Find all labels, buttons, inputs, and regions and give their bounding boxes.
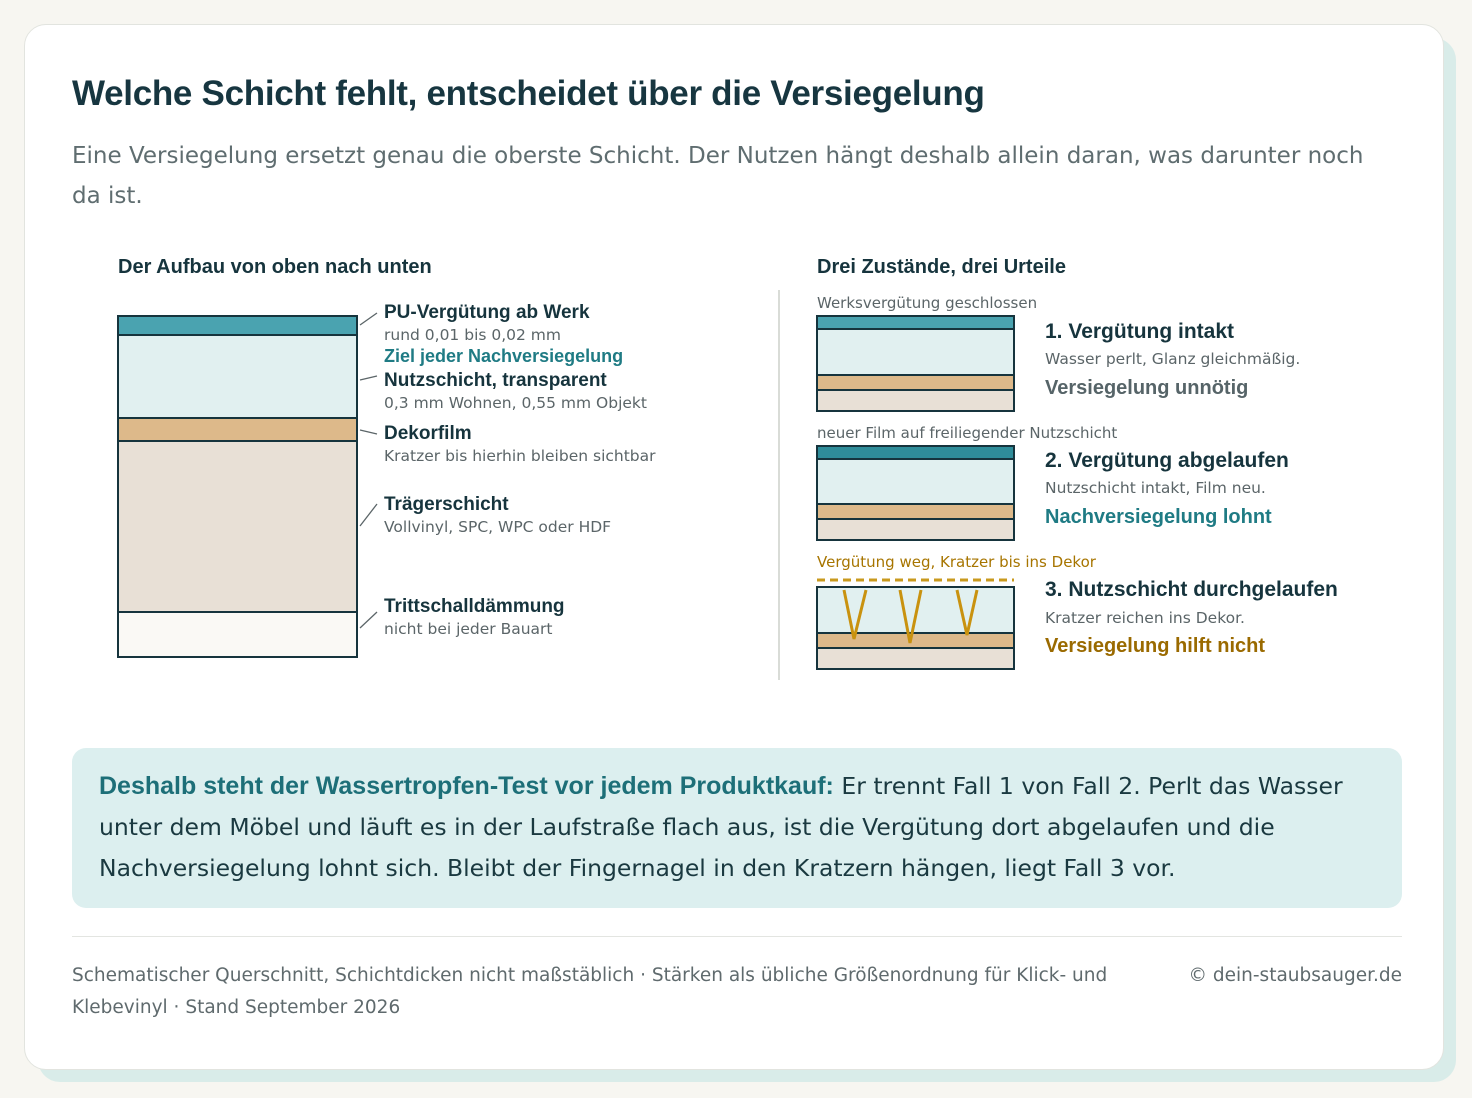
callout-lead: Deshalb steht der Wassertropfen-Test vor jedem Produktkauf: [99, 772, 834, 800]
layer-label-wear: Nutzschicht, transparent [384, 370, 607, 391]
layer-accent-pu: Ziel jeder Nachversiegelung [384, 346, 624, 366]
layer-underlay [118, 612, 357, 657]
case-3-stack [817, 580, 1014, 669]
callout-box [72, 748, 1402, 908]
layer-detail-wear: 0,3 mm Wohnen, 0,55 mm Objekt [384, 394, 647, 412]
layer-label-underlay: Trittschalldämmung [384, 596, 565, 617]
case-3-caption: Vergütung weg, Kratzer bis ins Dekor [817, 553, 1096, 571]
layer-carrier [118, 441, 357, 612]
case-1-stack [817, 316, 1014, 411]
leader-lines [360, 313, 377, 628]
case-1-verdict: Versiegelung unnötig [1045, 377, 1249, 399]
leader-underlay [360, 612, 377, 628]
page-title: Welche Schicht fehlt, entscheidet über die Versiegelung [72, 74, 985, 113]
footer-divider [72, 936, 1402, 937]
footnote: Schematischer Querschnitt, Schichtdicken nicht maßstäblich · Stärken als übliche Größenordnung für Klick- und Klebevinyl · Stand September 2026 [72, 965, 1108, 1018]
leader-decor [360, 430, 377, 434]
case-3-verdict: Versiegelung hilft nicht [1045, 635, 1266, 657]
cases-heading: Drei Zustände, drei Urteile [817, 256, 1066, 278]
case-3-title: 3. Nutzschicht durchgelaufen [1045, 578, 1338, 601]
case-2-desc: Nutzschicht intakt, Film neu. [1045, 479, 1266, 497]
layer-decor [118, 418, 357, 441]
leader-wear [360, 376, 377, 380]
credit: © dein-staubsauger.de [1188, 965, 1402, 986]
layer-label-pu: PU-Vergütung ab Werk [384, 302, 590, 323]
layer-detail-underlay: nicht bei jeder Bauart [384, 620, 553, 638]
case-2-title: 2. Vergütung abgelaufen [1045, 449, 1289, 472]
layer-detail-pu: rund 0,01 bis 0,02 mm [384, 326, 562, 344]
case-1-title: 1. Vergütung intakt [1045, 320, 1235, 343]
layer-label-carrier: Trägerschicht [384, 494, 509, 515]
page-subtitle: Eine Versiegelung ersetzt genau die oberste Schicht. Der Nutzen hängt deshalb allein daran, was darunter noch da ist. [72, 143, 1364, 209]
case-1-desc: Wasser perlt, Glanz gleichmäßig. [1045, 350, 1301, 368]
case-2-caption: neuer Film auf freiliegender Nutzschicht [817, 424, 1118, 442]
layers-heading: Der Aufbau von oben nach unten [118, 256, 432, 278]
case-2-verdict: Nachversiegelung lohnt [1045, 506, 1272, 528]
leader-carrier [360, 504, 377, 526]
case-1-caption: Werksvergütung geschlossen [817, 294, 1038, 312]
layer-pu [118, 316, 357, 335]
callout-text: Er trennt Fall 1 von Fall 2. Perlt das Wasser unter dem Möbel und läuft es in der Laufstraße flach aus, ist die Vergütung dort abgelaufen und die Nachversiegelung lohnt sich. Bleibt der Fingernagel in den Kratzern hängen, liegt Fall 3 vor. [99, 772, 1343, 882]
layer-label-decor: Dekorfilm [384, 423, 472, 444]
layer-detail-carrier: Vollvinyl, SPC, WPC oder HDF [384, 518, 612, 536]
layer-stack [118, 316, 357, 657]
layer-wear [118, 335, 357, 418]
leader-pu [360, 313, 377, 325]
layer-detail-decor: Kratzer bis hierhin bleiben sichtbar [384, 447, 656, 465]
case-2-stack [817, 446, 1014, 540]
case-3-desc: Kratzer reichen ins Dekor. [1045, 609, 1245, 627]
